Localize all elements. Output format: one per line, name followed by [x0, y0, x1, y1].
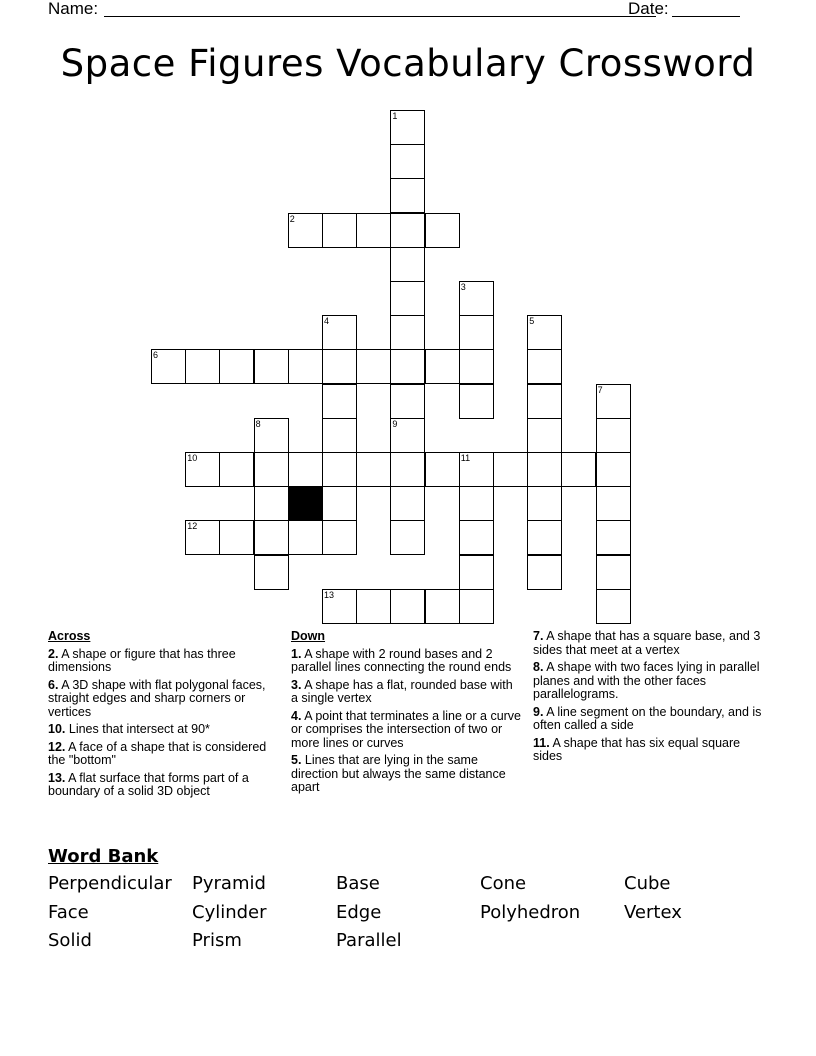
grid-cell[interactable]: [390, 247, 425, 282]
clue-item: [48, 772, 268, 799]
grid-cell[interactable]: [596, 418, 631, 453]
clue-text: A shape that has a square base, and 3 sides that meet at a vertex: [533, 629, 761, 657]
word-bank-item: Parallel: [336, 930, 402, 951]
clue-text: Lines that are lying in the same direction but always the same distance apart: [291, 753, 506, 794]
grid-cell[interactable]: [254, 486, 289, 521]
clue-number: 3: [460, 282, 466, 292]
word-bank-item: Solid: [48, 930, 92, 951]
grid-cell[interactable]: [288, 452, 323, 487]
word-bank-item: Prism: [192, 930, 242, 951]
grid-cell[interactable]: [596, 384, 631, 419]
down-clues: [291, 630, 523, 799]
grid-cell[interactable]: [322, 213, 357, 248]
grid-cell[interactable]: [459, 349, 494, 384]
grid-cell[interactable]: [390, 520, 425, 555]
grid-cell[interactable]: [493, 452, 528, 487]
grid-cell[interactable]: [390, 315, 425, 350]
grid-cell[interactable]: [596, 555, 631, 590]
across-clues: [48, 630, 268, 803]
clue-number: 6.: [48, 677, 59, 692]
grid-cell[interactable]: [254, 452, 289, 487]
grid-cell[interactable]: [390, 178, 425, 213]
grid-cell[interactable]: [459, 281, 494, 316]
clue-text: A shape or figure that has three dimensions: [48, 646, 236, 674]
clue-text: A line segment on the boundary, and is often called a side: [533, 704, 762, 732]
clue-item: [48, 648, 268, 675]
clue-text: A flat surface that forms part of a boundary of a solid 3D object: [48, 770, 249, 798]
grid-cell[interactable]: [390, 349, 425, 384]
grid-cell[interactable]: [390, 418, 425, 453]
grid-cell[interactable]: [425, 589, 460, 624]
grid-cell[interactable]: [356, 213, 391, 248]
grid-cell[interactable]: [322, 384, 357, 419]
clue-number: 2.: [48, 646, 59, 661]
grid-cell[interactable]: [288, 520, 323, 555]
grid-cell[interactable]: [322, 589, 357, 624]
clue-text: A shape with 2 round bases and 2 parallel lines connecting the round ends: [291, 646, 512, 674]
clue-number: 7: [597, 384, 603, 395]
clue-item: [291, 679, 523, 706]
grid-cell[interactable]: [527, 486, 562, 521]
word-bank-row: [48, 902, 788, 931]
grid-cell[interactable]: [322, 418, 357, 453]
clue-number: 8: [255, 418, 261, 429]
word-bank-item: Cube: [624, 873, 671, 894]
grid-cell[interactable]: [390, 144, 425, 179]
grid-cell[interactable]: [219, 520, 254, 555]
clue-number: 1: [392, 111, 398, 121]
clue-item: [48, 741, 268, 768]
clue-text: A shape has a flat, rounded base with a single vertex: [291, 677, 513, 705]
grid-cell[interactable]: [527, 418, 562, 453]
clue-number: 1.: [291, 646, 302, 661]
clue-number: 12: [187, 521, 198, 532]
grid-cell[interactable]: [288, 213, 323, 248]
grid-cell[interactable]: [459, 520, 494, 555]
word-bank-title: Word Bank: [48, 846, 159, 867]
clue-number: 13.: [48, 770, 66, 785]
grid-cell[interactable]: [459, 555, 494, 590]
clue-number: 8.: [533, 660, 544, 674]
clue-number: 4: [324, 316, 330, 327]
clue-item: [291, 754, 523, 795]
grid-cell[interactable]: [596, 486, 631, 521]
clue-number: 11.: [533, 735, 550, 750]
clue-item: [533, 706, 771, 733]
grid-cell[interactable]: [459, 452, 494, 487]
word-bank-item: Cone: [480, 873, 527, 894]
grid-cell[interactable]: [596, 452, 631, 487]
grid-cell[interactable]: [527, 315, 562, 350]
grid-cell[interactable]: [459, 384, 494, 419]
clue-number: 10.: [48, 722, 66, 736]
across-heading: Across: [48, 629, 91, 643]
clue-item: [533, 630, 771, 657]
clue-text: A face of a shape that is considered the "bottom": [48, 739, 267, 767]
date-label: Date:: [628, 0, 669, 18]
grid-cell[interactable]: [219, 349, 254, 384]
clue-number: 5.: [291, 753, 302, 767]
grid-cell[interactable]: [254, 520, 289, 555]
clue-text: A shape that has six equal square sides: [533, 735, 741, 763]
down-clues-continued: [533, 630, 771, 768]
page-title: Space Figures Vocabulary Crossword: [60, 42, 756, 85]
black-cell: [288, 486, 323, 521]
clue-number: 6: [153, 350, 159, 361]
grid-cell[interactable]: [527, 555, 562, 590]
grid-cell[interactable]: [219, 452, 254, 487]
grid-cell[interactable]: [254, 555, 289, 590]
word-bank-item: Perpendicular: [48, 873, 172, 894]
grid-cell[interactable]: [390, 281, 425, 316]
grid-cell[interactable]: [390, 486, 425, 521]
grid-cell[interactable]: [322, 486, 357, 521]
grid-cell[interactable]: [459, 486, 494, 521]
clue-number: 2: [289, 213, 295, 224]
grid-cell[interactable]: [185, 520, 220, 555]
clue-number: 9: [392, 418, 398, 429]
word-bank-item: Face: [48, 901, 89, 923]
grid-cell[interactable]: [527, 520, 562, 555]
grid-cell[interactable]: [322, 349, 357, 384]
word-bank-item: Edge: [336, 901, 382, 923]
word-bank-item: Polyhedron: [480, 901, 581, 923]
word-bank-item: Vertex: [624, 901, 682, 923]
clue-text: A point that terminates a line or a curve or comprises the intersection of two or more lines or curves: [291, 708, 522, 750]
clue-item: [48, 723, 268, 737]
grid-cell[interactable]: [356, 589, 391, 624]
clue-number: 3.: [291, 677, 302, 692]
grid-cell[interactable]: [185, 349, 220, 384]
word-bank-item: Base: [336, 873, 380, 894]
name-label: Name:: [48, 0, 99, 18]
grid-cell[interactable]: [288, 349, 323, 384]
grid-cell[interactable]: [425, 452, 460, 487]
clue-number: 7.: [533, 629, 544, 643]
clue-number: 4.: [291, 708, 302, 723]
clue-item: [48, 679, 268, 720]
grid-cell[interactable]: [322, 452, 357, 487]
word-bank-row: [48, 873, 788, 902]
grid-cell[interactable]: [390, 213, 425, 248]
grid-cell[interactable]: [425, 349, 460, 384]
clue-text: A shape with two faces lying in parallel planes and with the other faces parallelograms.: [533, 660, 760, 701]
grid-cell[interactable]: [390, 589, 425, 624]
grid-cell[interactable]: [322, 315, 357, 350]
grid-cell[interactable]: [254, 349, 289, 384]
grid-cell[interactable]: [596, 520, 631, 555]
grid-cell[interactable]: [254, 418, 289, 453]
clue-item: [533, 737, 771, 764]
grid-cell[interactable]: [425, 213, 460, 248]
grid-cell[interactable]: [390, 110, 425, 145]
clue-number: 13: [324, 589, 335, 600]
grid-cell[interactable]: [596, 589, 631, 624]
clue-number: 12.: [48, 739, 66, 754]
grid-cell[interactable]: [459, 589, 494, 624]
clue-item: [291, 648, 523, 675]
grid-cell[interactable]: [561, 452, 596, 487]
grid-cell[interactable]: [527, 452, 562, 487]
word-bank-item: Pyramid: [192, 873, 266, 894]
word-bank-row: [48, 930, 788, 959]
clue-text: A 3D shape with flat polygonal faces, straight edges and sharp corners or vertices: [48, 677, 266, 719]
clue-item: [291, 710, 523, 751]
grid-cell[interactable]: [151, 349, 186, 384]
clue-item: [533, 661, 771, 702]
clue-number: 9.: [533, 704, 544, 719]
grid-cell[interactable]: [322, 520, 357, 555]
grid-cell[interactable]: [356, 349, 391, 384]
clue-text: Lines that intersect at 90*: [65, 722, 210, 736]
grid-cell[interactable]: [390, 452, 425, 487]
grid-cell[interactable]: [527, 384, 562, 419]
grid-cell[interactable]: [527, 349, 562, 384]
clue-number: 5: [529, 316, 535, 327]
grid-cell[interactable]: [459, 315, 494, 350]
grid-cell[interactable]: [390, 384, 425, 419]
clue-number: 10: [187, 453, 198, 463]
grid-cell[interactable]: [356, 452, 391, 487]
down-heading: Down: [291, 629, 326, 643]
grid-cell[interactable]: [185, 452, 220, 487]
word-bank-item: Cylinder: [192, 901, 267, 923]
word-bank: [48, 873, 788, 959]
clue-number: 11: [460, 453, 471, 463]
